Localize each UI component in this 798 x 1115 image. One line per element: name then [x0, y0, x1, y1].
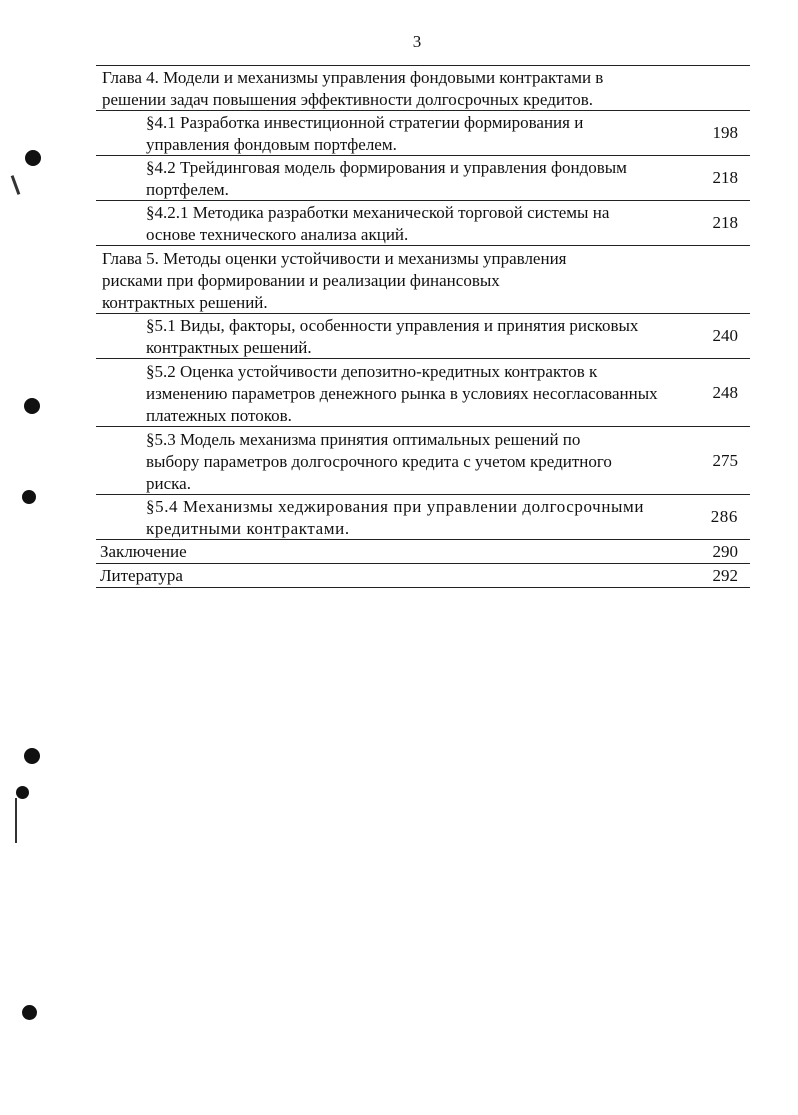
binder-hole-dot: [16, 786, 29, 799]
toc-section-5-1-title: §5.1 Виды, факторы, особенности управления и принятия рисковых контрактных решений.: [146, 316, 639, 357]
toc-section-5-4-title: §5.4 Механизмы хеджирования при управлении долгосрочными кредитными контрактами.: [146, 497, 645, 538]
binder-hole-dot: [25, 150, 41, 166]
binder-hole-dot: [22, 1005, 37, 1020]
toc-chapter-5: [96, 246, 750, 314]
toc-section-5-1: [96, 314, 750, 359]
toc-section-5-2-page: 248: [712, 382, 738, 402]
binder-hole-dot: [24, 748, 40, 764]
toc-section-4-2-title: §4.2 Трейдинговая модель формирования и управления фондовым портфелем.: [146, 158, 627, 199]
toc-section-4-2-1-page: 218: [712, 213, 738, 232]
toc-conclusion: [96, 540, 750, 564]
toc-conclusion-title: Заключение: [100, 541, 187, 561]
scan-mark: [11, 175, 21, 195]
toc-section-5-4-page: 286: [710, 507, 738, 526]
toc-section-4-1: [96, 111, 750, 156]
toc-section-4-1-title: §4.1 Разработка инвестиционной стратегии формирования и управления фондовым портфелем.: [146, 113, 584, 154]
toc-section-4-2: [96, 156, 750, 201]
toc-section-5-1-page: 240: [712, 326, 738, 345]
toc-section-5-3-title: §5.3 Модель механизма принятия оптимальных решений по выбору параметров долгосрочного кредита с учетом кредитного риска.: [146, 429, 612, 493]
toc-chapter-4-title: Глава 4. Модели и механизмы управления фондовыми контрактами в решении задач повышения эффективности долгосрочных кредитов.: [102, 68, 604, 109]
toc-section-4-2-1-title: §4.2.1 Методика разработки механической торговой системы на основе технического анализа акций.: [146, 203, 610, 244]
toc-section-5-3: [96, 427, 750, 495]
toc-literature-title: Литература: [100, 565, 183, 585]
toc-section-5-2: [96, 359, 750, 427]
page-number: 3: [412, 32, 422, 51]
toc-section-5-2-title: §5.2 Оценка устойчивости депозитно-кредитных контрактов к изменению параметров денежного рынка в условиях несогласованных платежных потоков.: [146, 361, 658, 425]
scan-mark: [15, 798, 17, 843]
table-of-contents: [96, 65, 750, 588]
toc-conclusion-page: 290: [712, 541, 738, 561]
toc-section-4-1-page: 198: [712, 123, 738, 142]
toc-literature-page: 292: [712, 565, 738, 585]
toc-section-4-2-page: 218: [712, 168, 738, 187]
toc-chapter-4: [96, 66, 750, 111]
toc-section-4-2-1: [96, 201, 750, 246]
toc-section-5-4: [96, 495, 750, 540]
binder-hole-dot: [24, 398, 40, 414]
toc-section-5-3-page: 275: [712, 450, 738, 470]
binder-hole-dot: [22, 490, 36, 504]
toc-literature: [96, 564, 750, 588]
toc-chapter-5-title: Глава 5. Методы оценки устойчивости и механизмы управления рисками при формировании и реализации финансовых контрактных решений.: [102, 248, 567, 312]
